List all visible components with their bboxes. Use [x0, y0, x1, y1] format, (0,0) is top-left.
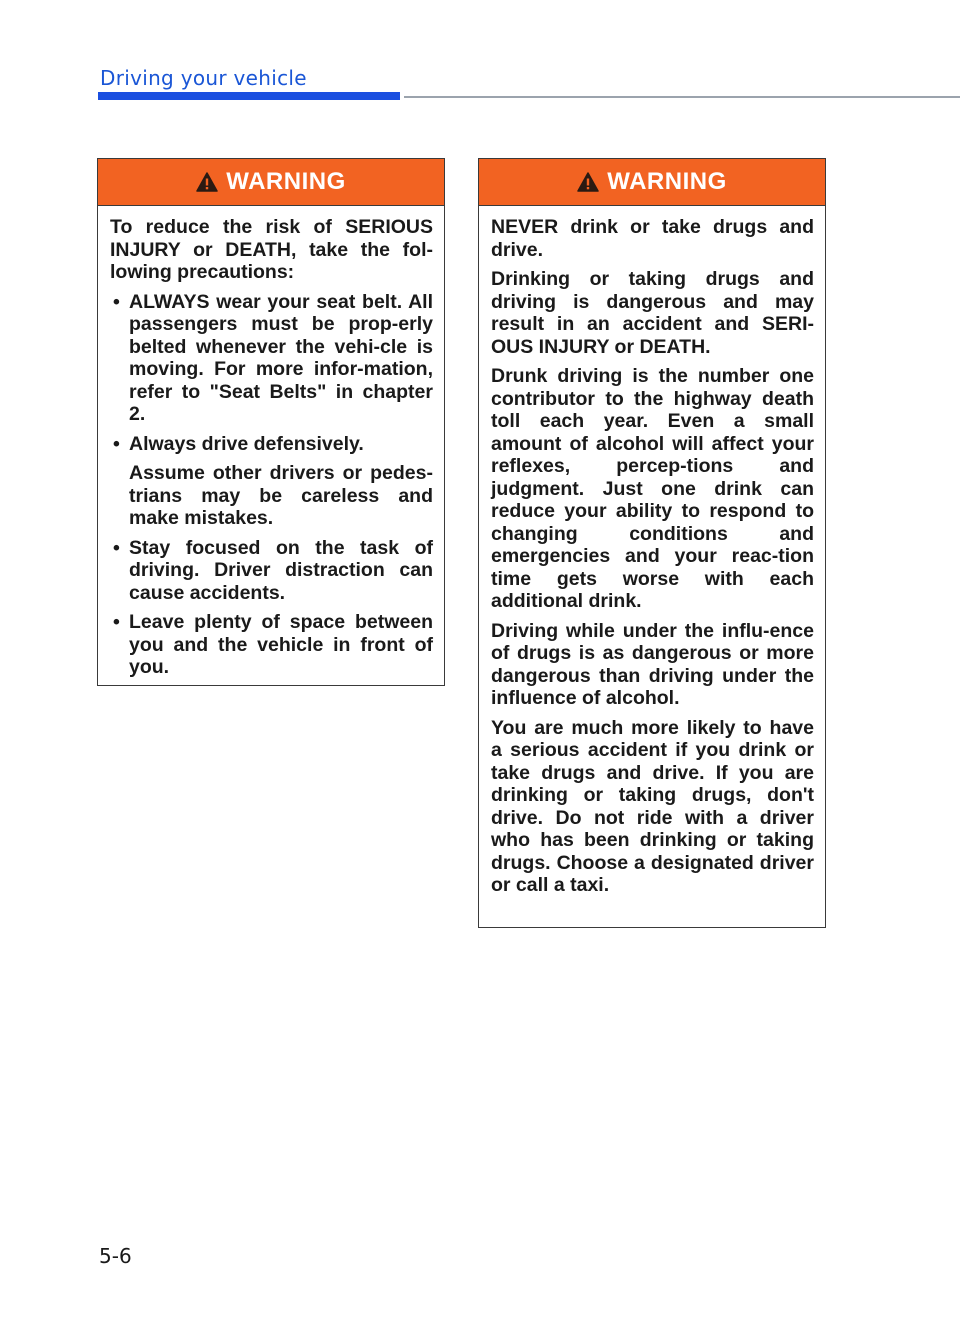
warning-title: WARNING [607, 168, 727, 195]
list-item-text: Stay focused on the task of driving. Driver distraction can cause accidents. [129, 536, 433, 604]
page-header [98, 64, 960, 104]
bullet-icon: • [113, 432, 120, 455]
warning-box-seat-belt [97, 158, 445, 686]
list-item-text: Always drive defensively. [129, 432, 364, 455]
warning-body [98, 206, 444, 679]
list-item-text: Leave plenty of space between you and the vehicle in front of you. [129, 611, 433, 678]
warning-intro: To reduce the risk of SERIOUS INJURY or DEATH, take the fol-lowing precautions: [110, 216, 433, 283]
warning-triangle-icon [196, 172, 218, 192]
bullet-icon: • [113, 290, 120, 313]
warning-paragraph: Driving while under the influ-ence of drugs is as dangerous or more dangerous than driving under the influence of alcohol. [491, 619, 814, 709]
warning-title: WARNING [226, 168, 346, 195]
warning-paragraph: NEVER drink or take drugs and drive. [491, 216, 814, 261]
warning-paragraph: Drinking or taking drugs and driving is dangerous and may result in an accident and SERI-OUS INJURY or DEATH. [491, 268, 814, 358]
warning-paragraph: Drunk driving is the number one contributor to the highway death toll each year. Even a small amount of alcohol will affect your reflexes, percep-tions and judgment. Just one drink can reduce your ability to respond to changing conditions and emergencies and your reac-tion time gets worse with each additional drink. [491, 365, 814, 612]
list-item [110, 433, 433, 530]
bullet-icon: • [113, 611, 120, 633]
list-item [110, 537, 433, 605]
warning-header [479, 159, 825, 206]
page-number: 5-6 [99, 1244, 132, 1268]
warning-header [98, 159, 444, 206]
warning-triangle-icon [577, 172, 599, 192]
header-accent-rule [98, 92, 400, 100]
warning-paragraph: You are much more likely to have a serious accident if you drink or take drugs and drive. If you are drinking or taking drugs, don't drive. Do not ride with a driver who has been drinking or taking drugs. Choose a designated driver or call a taxi. [491, 716, 814, 896]
warning-body [479, 206, 825, 897]
bullet-icon: • [113, 536, 120, 559]
header-divider-rule [404, 96, 960, 98]
list-item-subtext: Assume other drivers or pedes-trians may be careless and make mistakes. [129, 462, 433, 529]
list-item-text: ALWAYS wear your seat belt. All passengers must be prop-erly belted whenever the vehi-cle is moving. For more infor-mation, refer to "Seat Belts" in chapter 2. [129, 290, 433, 425]
precautions-list [110, 291, 433, 679]
list-item [110, 291, 433, 426]
list-item [110, 611, 433, 679]
warning-box-drunk-driving [478, 158, 826, 928]
section-title: Driving your vehicle [100, 66, 307, 90]
